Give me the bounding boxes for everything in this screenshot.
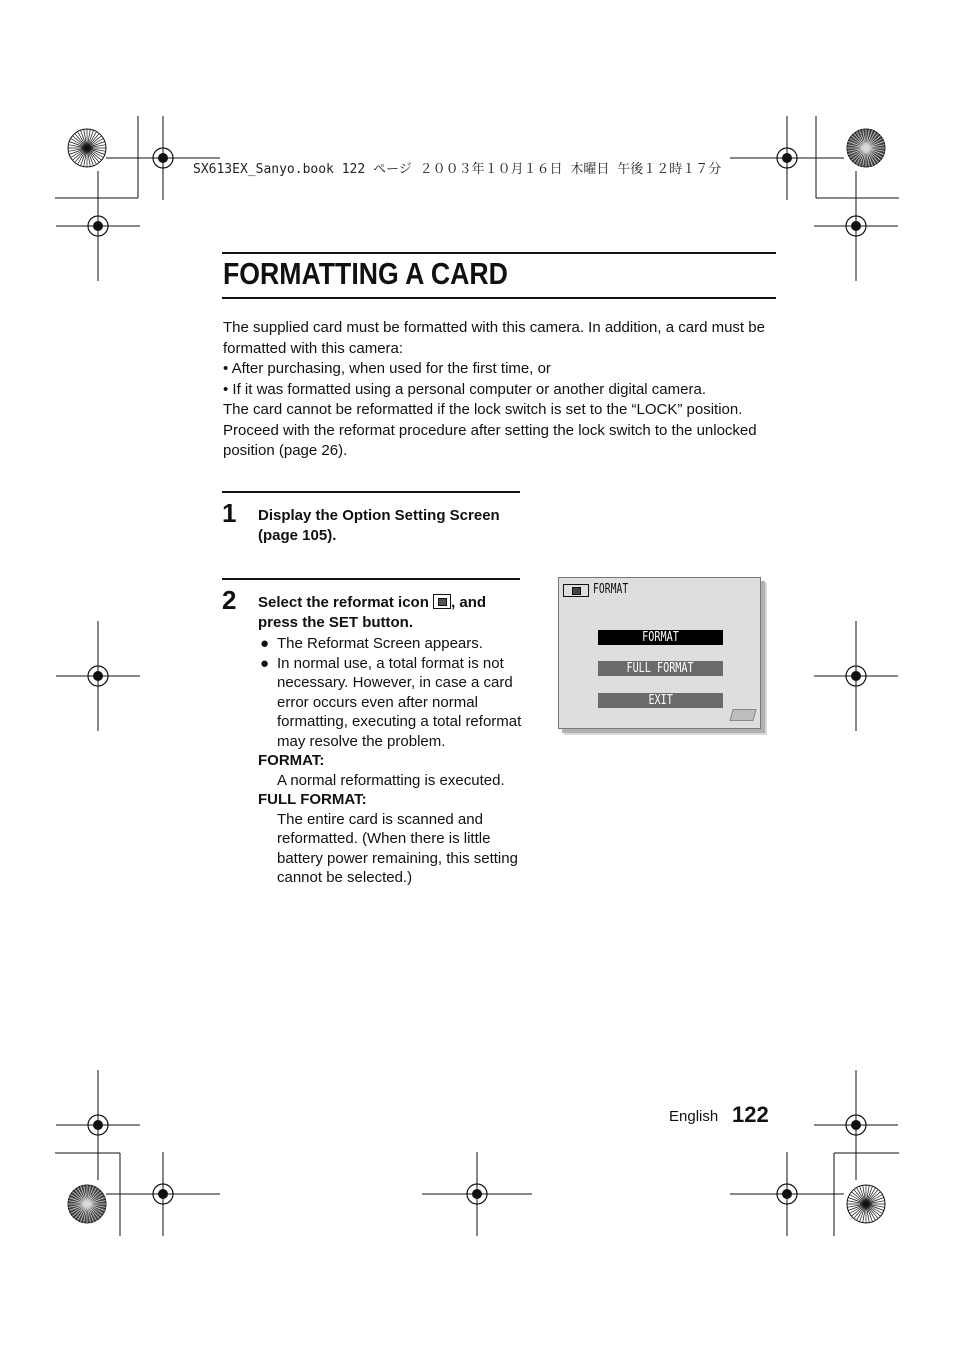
page-number: 122 <box>732 1102 769 1127</box>
registration-dot <box>851 1120 861 1130</box>
menu-item-exit: EXIT <box>598 693 723 708</box>
registration-dot <box>93 1120 103 1130</box>
page-title: FORMATTING A CARD <box>223 256 508 291</box>
intro-text <box>223 318 783 462</box>
term-format-description: A normal reformatting is executed. <box>277 771 505 789</box>
footer-language: English <box>669 1108 719 1125</box>
title-bottom-rule <box>222 297 776 299</box>
step-1-rule <box>222 491 520 493</box>
title-top-rule <box>222 252 776 254</box>
step-2-text-start: Select the reformat icon <box>258 594 429 611</box>
bullet-icon: ● <box>260 635 270 652</box>
registration-dot <box>158 1189 168 1199</box>
reformat-icon <box>563 584 589 597</box>
step-2-text <box>258 593 528 633</box>
registration-dot <box>782 153 792 163</box>
list-item: ● In normal use, a total format is not necessary. However, in case a card error occurs even after normal formatting, executing a total reformat may resolve the problem. <box>260 654 522 750</box>
step-2-number: 2 <box>222 585 237 615</box>
battery-icon <box>729 709 756 721</box>
registration-dot <box>851 221 861 231</box>
step-1-text: Display the Option Setting Screen (page 105). <box>258 507 500 544</box>
term-full-format-description: The entire card is scanned and reformatted. (When there is little battery power remaining, this setting cannot be selected.) <box>277 810 518 886</box>
registration-dot <box>472 1189 482 1199</box>
intro-paragraph: The supplied card must be formatted with this camera. In addition, a card must be formatted with this camera: <box>223 319 765 357</box>
intro-paragraph: The card cannot be reformatted if the lock switch is set to the “LOCK” position. Proceed with the reformat procedure after setting the lock switch to the unlocked position (page 26). <box>223 401 757 459</box>
menu-item-format: FORMAT <box>598 630 723 645</box>
registration-dot <box>93 671 103 681</box>
step-2-text-end: , and press the SET button. <box>258 594 487 631</box>
registration-dot <box>158 153 168 163</box>
registration-dot <box>93 221 103 231</box>
registration-dot <box>851 671 861 681</box>
bullet-icon: ● <box>260 654 270 672</box>
term-full-format: FULL FORMAT: <box>258 791 367 808</box>
intro-bullet: • After purchasing, when used for the first time, or <box>223 360 551 377</box>
step-1-number: 1 <box>222 498 237 528</box>
step-2-rule <box>222 578 520 580</box>
term-format: FORMAT: <box>258 752 325 769</box>
step-2-details <box>258 634 528 888</box>
registration-dot <box>782 1189 792 1199</box>
intro-bullet: • If it was formatted using a personal computer or another digital camera. <box>223 380 706 398</box>
menu-item-full-format: FULL FORMAT <box>598 661 723 676</box>
screen-title: FORMAT <box>593 582 629 597</box>
print-header: SX613EX_Sanyo.book 122 ページ ２００３年１０月１６日 木曜日 午後１２時１７分 <box>193 162 722 177</box>
camera-screen-illustration <box>558 577 761 729</box>
reformat-icon <box>433 594 451 609</box>
list-item: ● The Reformat Screen appears. <box>260 635 483 652</box>
